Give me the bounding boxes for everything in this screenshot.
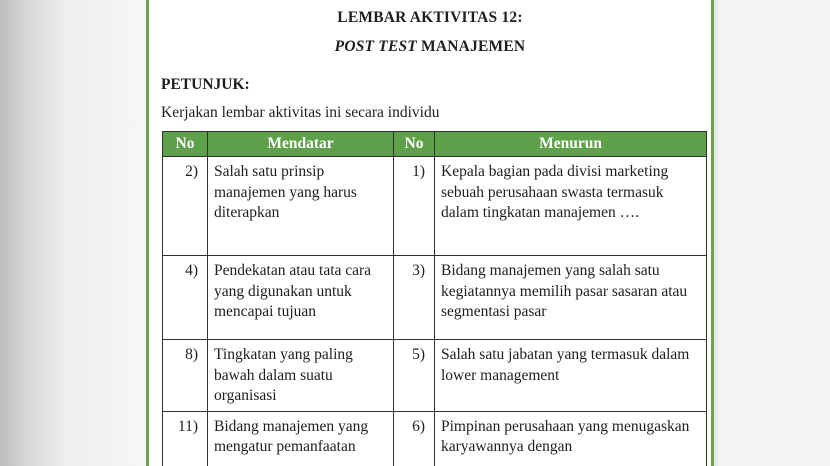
table-row [163,340,707,412]
menurun-number: 5) [394,340,435,412]
instructions-label: PETUNJUK: [161,76,250,93]
menurun-number: 6) [394,411,435,466]
worksheet-title: LEMBAR AKTIVITAS 12: [337,9,523,26]
table-row [163,411,707,466]
mendatar-number: 11) [163,411,208,466]
mendatar-number: 2) [163,157,208,256]
page-edge-shadow [0,0,150,466]
menurun-clue: Bidang manajemen yang salah satu kegiatannya memilih pasar sasaran atau segmentasi pasar [435,256,707,340]
table-row [163,157,707,256]
table-row [163,256,707,340]
table-header-row [163,132,707,157]
header-no-menurun: No [394,132,435,157]
mendatar-number: 4) [163,256,208,340]
worksheet-page [146,0,714,466]
menurun-clue: Salah satu jabatan yang termasuk dalam lower management [435,340,707,412]
mendatar-clue: Salah satu prinsip manajemen yang harus diterapkan [208,157,394,256]
mendatar-clue: Tingkatan yang paling bawah dalam suatu organisasi [208,340,394,412]
background-margin [718,0,830,466]
menurun-clue: Pimpinan perusahaan yang menugaskan karyawannya dengan [435,411,707,466]
header-mendatar: Mendatar [208,132,394,157]
subtitle-italic-part: POST TEST [334,38,417,55]
menurun-number: 3) [394,256,435,340]
worksheet-subtitle [149,38,711,56]
menurun-number: 1) [394,157,435,256]
instructions-text: Kerjakan lembar aktivitas ini secara individu [161,104,440,121]
header-menurun: Menurun [435,132,707,157]
menurun-clue: Kepala bagian pada divisi marketing sebuah perusahaan swasta termasuk dalam tingkatan manajemen …. [435,157,707,256]
crossword-clues-table [162,131,707,466]
mendatar-number: 8) [163,340,208,412]
mendatar-clue: Bidang manajemen yang mengatur pemanfaatan [208,411,394,466]
mendatar-clue: Pendekatan atau tata cara yang digunakan untuk mencapai tujuan [208,256,394,340]
subtitle-rest-part: MANAJEMEN [416,38,526,55]
header-no-mendatar: No [163,132,208,157]
